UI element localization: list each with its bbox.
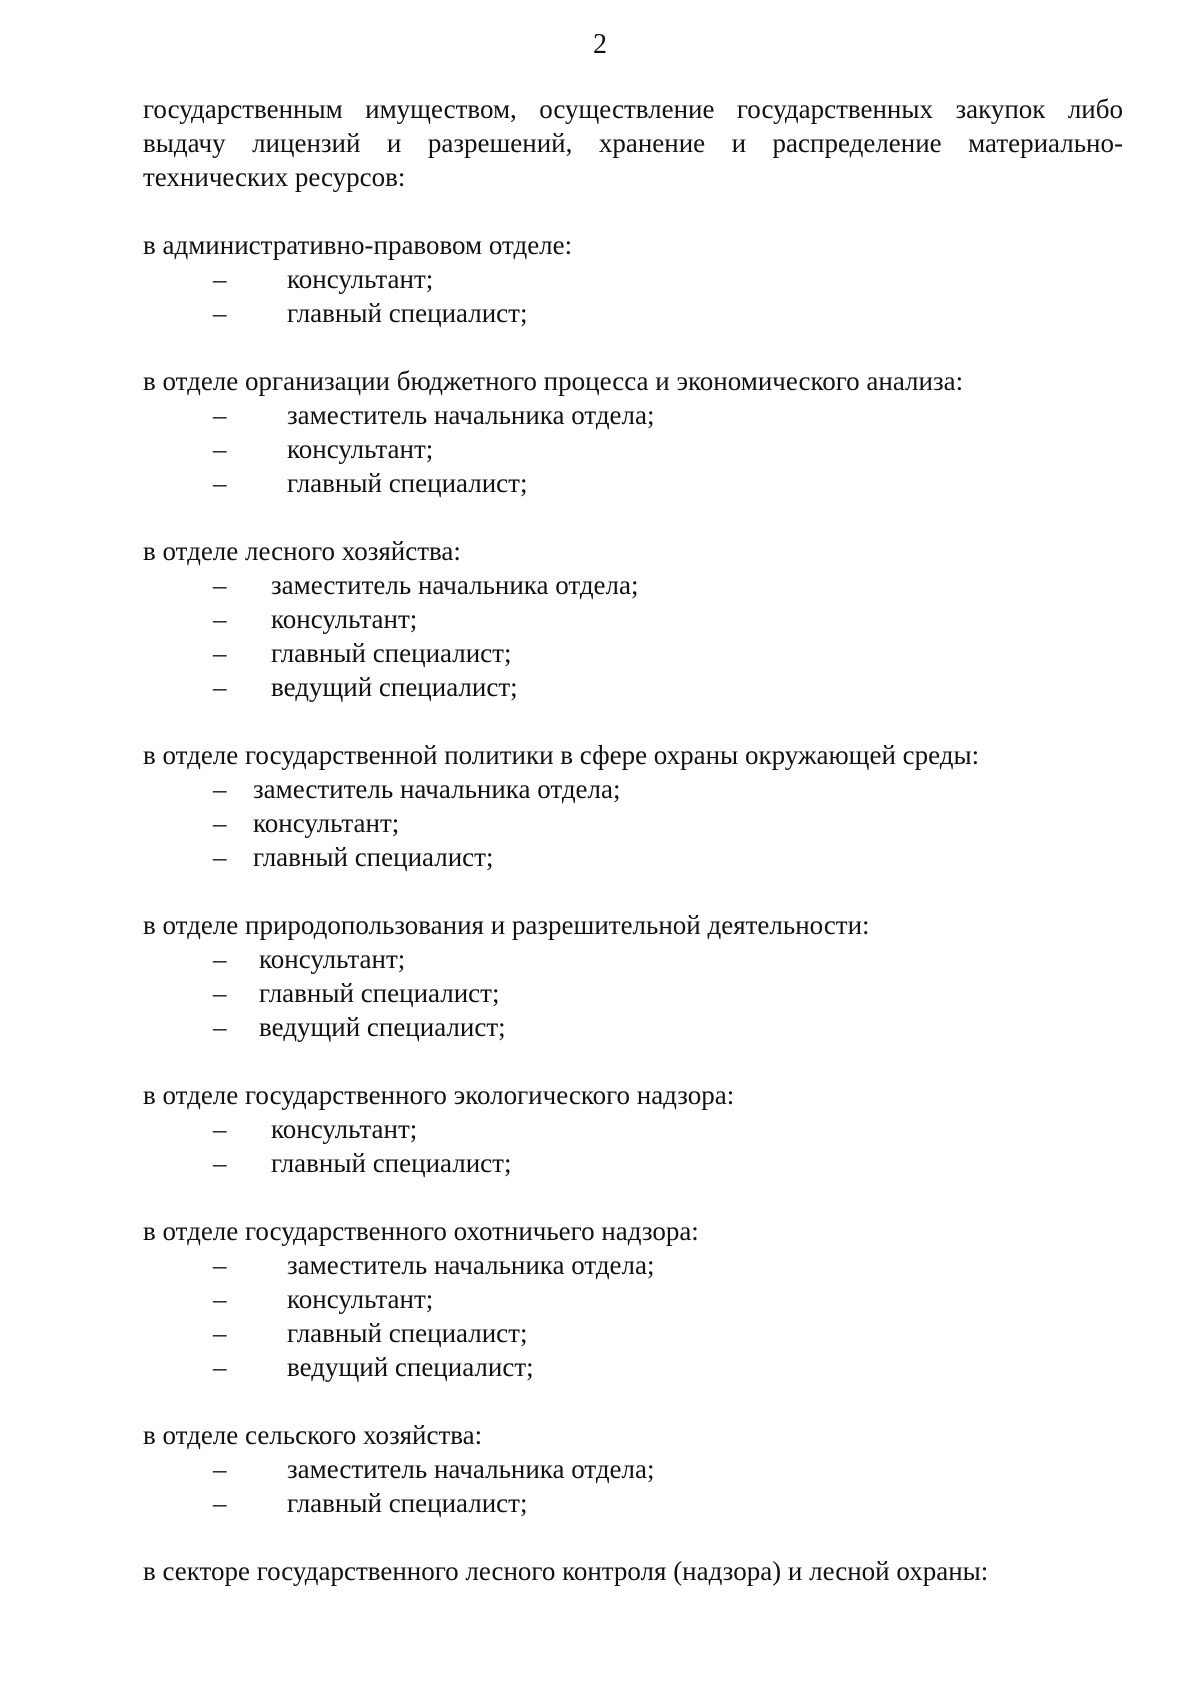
dash-bullet: –	[213, 842, 227, 872]
department-section	[143, 1554, 1123, 1588]
position-item	[143, 1010, 1123, 1044]
position-item	[143, 942, 1123, 976]
position-title: главный специалист;	[271, 638, 512, 668]
section-heading: в отделе организации бюджетного процесса и экономического анализа:	[143, 366, 964, 396]
position-title: заместитель начальника отдела;	[253, 774, 621, 804]
dash-bullet: –	[213, 638, 227, 668]
position-item	[143, 1316, 1123, 1350]
position-item	[143, 1452, 1123, 1486]
dash-bullet: –	[213, 1488, 227, 1518]
dash-bullet: –	[213, 808, 227, 838]
position-item	[143, 772, 1123, 806]
dash-bullet: –	[213, 400, 227, 430]
position-item	[143, 398, 1123, 432]
position-title: главный специалист;	[271, 1148, 512, 1178]
dash-bullet: –	[213, 468, 227, 498]
position-list	[143, 942, 1123, 1044]
position-item	[143, 976, 1123, 1010]
position-title: главный специалист;	[287, 298, 528, 328]
position-title: заместитель начальника отдела;	[271, 570, 639, 600]
position-title: заместитель начальника отдела;	[287, 1250, 655, 1280]
document-body	[143, 92, 1123, 1588]
section-heading: в секторе государственного лесного контроля (надзора) и лесной охраны:	[143, 1556, 989, 1586]
section-heading: в отделе государственного охотничьего надзора:	[143, 1216, 699, 1246]
dash-bullet: –	[213, 434, 227, 464]
position-list	[143, 262, 1123, 330]
department-section	[143, 1418, 1123, 1520]
dash-bullet: –	[213, 264, 227, 294]
position-item	[143, 432, 1123, 466]
position-title: консультант;	[253, 808, 400, 838]
position-item	[143, 1350, 1123, 1384]
department-sections	[143, 228, 1123, 1588]
position-title: главный специалист;	[259, 978, 500, 1008]
position-title: ведущий специалист;	[271, 672, 518, 702]
position-item	[143, 296, 1123, 330]
position-item	[143, 670, 1123, 704]
dash-bullet: –	[213, 672, 227, 702]
position-item	[143, 1112, 1123, 1146]
position-title: главный специалист;	[287, 1318, 528, 1348]
section-heading: в отделе государственной политики в сфере охраны окружающей среды:	[143, 740, 980, 770]
department-section	[143, 228, 1123, 330]
intro-line: выдачу лицензий и разрешений, хранение и распределение материально-	[143, 128, 1123, 158]
intro-line: технических ресурсов:	[143, 162, 406, 192]
position-title: заместитель начальника отдела;	[287, 1454, 655, 1484]
position-title: ведущий специалист;	[259, 1012, 506, 1042]
position-item	[143, 1486, 1123, 1520]
dash-bullet: –	[213, 1318, 227, 1348]
page-number: 2	[593, 29, 607, 60]
section-heading: в отделе сельского хозяйства:	[143, 1420, 483, 1450]
dash-bullet: –	[213, 298, 227, 328]
position-item	[143, 840, 1123, 874]
position-list	[143, 1112, 1123, 1180]
dash-bullet: –	[213, 570, 227, 600]
dash-bullet: –	[213, 1114, 227, 1144]
position-list	[143, 568, 1123, 704]
dash-bullet: –	[213, 1284, 227, 1314]
position-title: консультант;	[287, 434, 434, 464]
department-section	[143, 364, 1123, 500]
position-item	[143, 568, 1123, 602]
position-title: консультант;	[287, 1284, 434, 1314]
dash-bullet: –	[213, 774, 227, 804]
position-item	[143, 1248, 1123, 1282]
intro-line: государственным имуществом, осуществление государственных закупок либо	[143, 94, 1123, 124]
position-title: консультант;	[287, 264, 434, 294]
dash-bullet: –	[213, 1148, 227, 1178]
position-title: консультант;	[271, 604, 418, 634]
position-title: главный специалист;	[287, 1488, 528, 1518]
department-section	[143, 908, 1123, 1044]
dash-bullet: –	[213, 1012, 227, 1042]
position-item	[143, 262, 1123, 296]
position-item	[143, 806, 1123, 840]
dash-bullet: –	[213, 1352, 227, 1382]
position-item	[143, 466, 1123, 500]
dash-bullet: –	[213, 1250, 227, 1280]
position-item	[143, 602, 1123, 636]
position-list	[143, 398, 1123, 500]
department-section	[143, 1214, 1123, 1384]
position-title: заместитель начальника отдела;	[287, 400, 655, 430]
department-section	[143, 534, 1123, 704]
position-item	[143, 1146, 1123, 1180]
section-heading: в отделе природопользования и разрешительной деятельности:	[143, 910, 870, 940]
department-section	[143, 1078, 1123, 1180]
section-heading: в отделе лесного хозяйства:	[143, 536, 461, 566]
position-item	[143, 636, 1123, 670]
position-title: консультант;	[259, 944, 406, 974]
section-heading: в административно-правовом отделе:	[143, 230, 573, 260]
dash-bullet: –	[213, 944, 227, 974]
position-list	[143, 772, 1123, 874]
position-title: ведущий специалист;	[287, 1352, 534, 1382]
position-list	[143, 1452, 1123, 1520]
position-title: главный специалист;	[253, 842, 494, 872]
dash-bullet: –	[213, 1454, 227, 1484]
intro-paragraph	[143, 92, 1123, 194]
position-item	[143, 1282, 1123, 1316]
position-list	[143, 1248, 1123, 1384]
position-title: консультант;	[271, 1114, 418, 1144]
department-section	[143, 738, 1123, 874]
section-heading: в отделе государственного экологического надзора:	[143, 1080, 735, 1110]
position-title: главный специалист;	[287, 468, 528, 498]
dash-bullet: –	[213, 604, 227, 634]
dash-bullet: –	[213, 978, 227, 1008]
